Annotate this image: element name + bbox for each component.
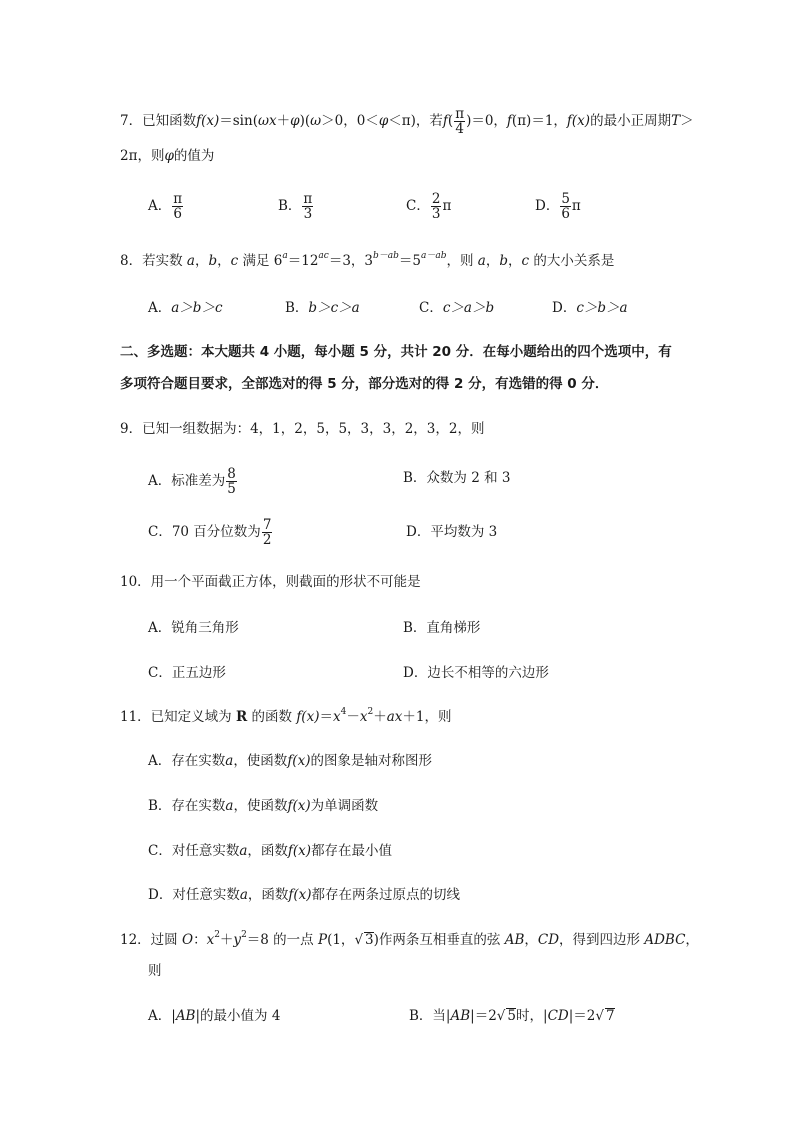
question-12-stem: 12．过圆 O：$x^2+y^2=8$ 的一点 P(1，√ 3)作两条互相垂直的弦 AB，CD，得到四边形 ADBC，: [120, 930, 699, 948]
question-8-option-c: C．c＞a＞b: [419, 300, 495, 316]
question-9-stem: 9．已知一组数据为：4，1，2，5，5，3，3，2，3，2，则: [120, 421, 485, 437]
question-11-option-d: D．对任意实数a，函数f(x)都存在两条过原点的切线: [148, 887, 461, 903]
sqrt-symbol: √: [496, 1008, 506, 1024]
question-8-stem: 8．若实数 a，b，c 满足 $6^a=12^{ac}=3$，$3^{b-ab}=5^{a-ab}$，则 a，b，c 的大小关系是: [120, 251, 615, 269]
question-11-option-b: B．存在实数a，使函数f(x)为单调函数: [148, 798, 379, 814]
question-12-option-a: A．|AB|的最小值为 4: [148, 1008, 281, 1024]
question-9-option-a: A．标准差为 $\frac{8}{5}$: [148, 466, 236, 497]
question-12-option-b: B．当|AB|＝2√ 5时，|CD|＝2√ 7: [409, 1008, 615, 1024]
question-11-stem: 11．已知定义域为 R 的函数 $f(x)=x^4-x^2+ax+1$，则: [120, 707, 452, 725]
question-7-option-b: B． $\frac{\pi}{3}$: [278, 191, 313, 222]
question-10-option-d: D．边长不相等的六边形: [403, 665, 549, 681]
question-10-stem: 10．用一个平面截正方体，则截面的形状不可能是: [120, 574, 421, 590]
question-10-option-a: A．锐角三角形: [148, 620, 239, 636]
question-10-option-b: B．直角梯形: [403, 620, 481, 636]
fraction-pi-over-4: $\frac{\pi}{4}$: [455, 106, 465, 137]
sqrt-symbol: √: [354, 932, 364, 948]
section-2-heading-line1: 二、多选题：本大题共 4 小题，每小题 5 分，共计 20 分．在每小题给出的四个选项中，有: [120, 344, 672, 360]
question-9-option-d: D．平均数为 3: [406, 524, 498, 540]
question-7-stem: 7．已知函数f(x)＝sin(ωx＋φ)(ω＞0，0＜φ＜π)，若f( $\frac{\pi}{4}$ )＝0，f(π)＝1，f(x)的最小正周期T＞: [120, 106, 694, 137]
question-8-option-a: A．a＞b＞c: [148, 300, 223, 316]
question-11-option-a: A．存在实数a，使函数f(x)的图象是轴对称图形: [148, 753, 432, 769]
question-12-stem-line2: 则: [148, 963, 162, 979]
question-11-option-c: C．对任意实数a，函数f(x)都存在最小值: [148, 843, 393, 859]
question-7-stem-line2: 2π，则φ的值为: [120, 148, 215, 164]
section-2-heading-line2: 多项符合题目要求，全部选对的得 5 分，部分选对的得 2 分，有选错的得 0 分．: [120, 376, 609, 392]
question-10-option-c: C．正五边形: [148, 665, 226, 681]
question-9-option-c: C．70 百分位数为 $\frac{7}{2}$: [148, 517, 272, 548]
question-8-option-d: D．c＞b＞a: [552, 300, 628, 316]
question-7-option-c: C． $\frac{2}{3}$ π: [406, 191, 452, 222]
question-9-option-b: B．众数为 2 和 3: [403, 470, 511, 486]
sqrt-symbol: √: [595, 1008, 604, 1024]
question-7-option-a: A． $\frac{\pi}{6}$: [148, 191, 183, 222]
question-8-option-b: B．b＞c＞a: [285, 300, 360, 316]
question-7-option-d: D． $\frac{5}{6}$ π: [535, 191, 581, 222]
